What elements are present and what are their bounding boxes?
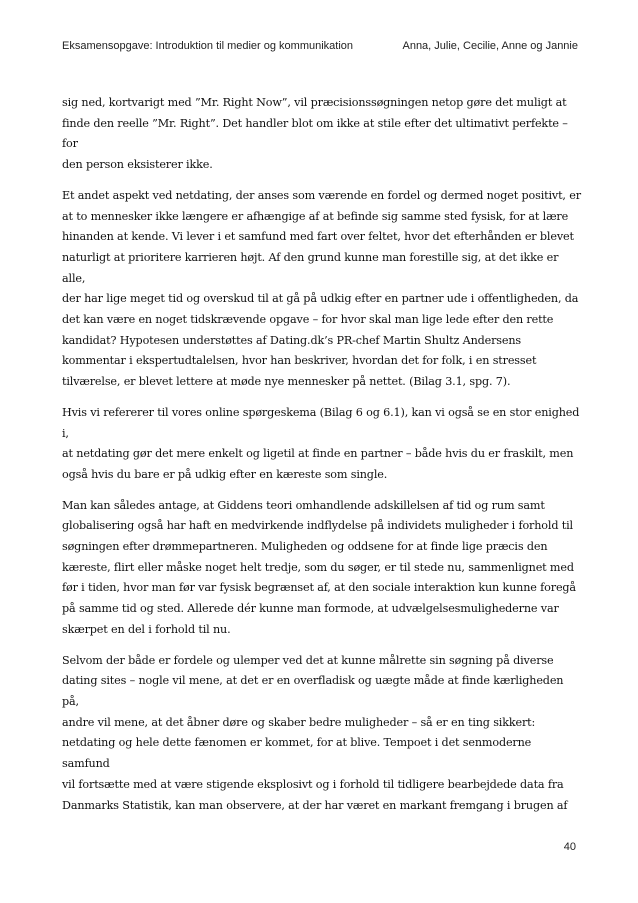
body-text (62, 93, 582, 826)
header-course-title: Eksamensopgave: Introduktion til medier og kommunikation (62, 40, 354, 52)
page-number: 40 (563, 841, 576, 853)
header-authors: Anna, Julie, Cecilie, Anne og Jannie (402, 40, 578, 52)
paragraph: sig ned, kortvarigt med ”Mr. Right Now”, vil præcisionssøgningen netop gøre det muligt at finde den reelle ”Mr. Right”. Det handler blot om ikke at stile efter det ultimativt perfekte – for den person eksisterer ikke. (62, 96, 568, 172)
paragraph: Hvis vi refererer til vores online spørgeskema (Bilag 6 og 6.1), kan vi også se en stor enighed i, at netdating gør det mere enkelt og ligetil at finde en partner – både hvis du er fraskilt, men også hvis du bare er på udkig efter en kæreste som single. (62, 405, 580, 481)
paragraph: Selvom der både er fordele og ulemper ved det at kunne målrette sin søgning på diverse dating sites – nogle vil mene, at det er en overfladisk og uægte måde at finde kærligheden på, andre vil mene, at det åbner døre og skaber bedre muligheder – så er en ting sikkert: netdating og hele dette fænomen er kommet, for at blive. Tempoet i det senmoderne samfund vil fortsætte med at være stigende eksplosivt og i forhold til tidligere bearbejdede data fra Danmarks Statistik, kan man observere, at der har været en markant fremgang i brugen af (62, 653, 568, 812)
page-header (62, 40, 578, 56)
paragraph: Man kan således antage, at Giddens teori omhandlende adskillelsen af tid og rum samt globalisering også har haft en medvirkende indflydelse på individets muligheder i forhold til søgningen efter drømmepartneren. Muligheden og oddsene for at finde lige præcis den kæreste, flirt eller måske noget helt tredje, som du søger, er til stede nu, sammenlignet med før i tiden, hvor man før var fysisk begrænset af, at den sociale interaktion kun kunne foregå på samme tid og sted. Allerede dér kunne man formode, at udvælgelsesmulighederne var skærpet en del i forhold til nu. (62, 498, 576, 636)
paragraph: Et andet aspekt ved netdating, der anses som værende en fordel og dermed noget positivt, er at to mennesker ikke længere er afhængige af at befinde sig samme sted fysisk, for at lære hinanden at kende. Vi lever i et samfund med fart over feltet, hvor det efterhånden er blevet naturligt at prioritere karrieren højt. Af den grund kunne man forestille sig, at det ikke er alle, der har lige meget tid og overskud til at gå på udkig efter en partner ude i offentligheden, da det kan være en noget tidskrævende opgave – for hvor skal man lige lede efter den rette kandidat? Hypotesen understøttes af Dating.dk’s PR-chef Martin Shultz Andersens kommentar i ekspertudtalelsen, hvor han beskriver, hvordan det for folk, i en stresset tilværelse, er blevet lettere at møde nye mennesker på nettet. (Bilag 3.1, spg. 7). (62, 188, 581, 389)
